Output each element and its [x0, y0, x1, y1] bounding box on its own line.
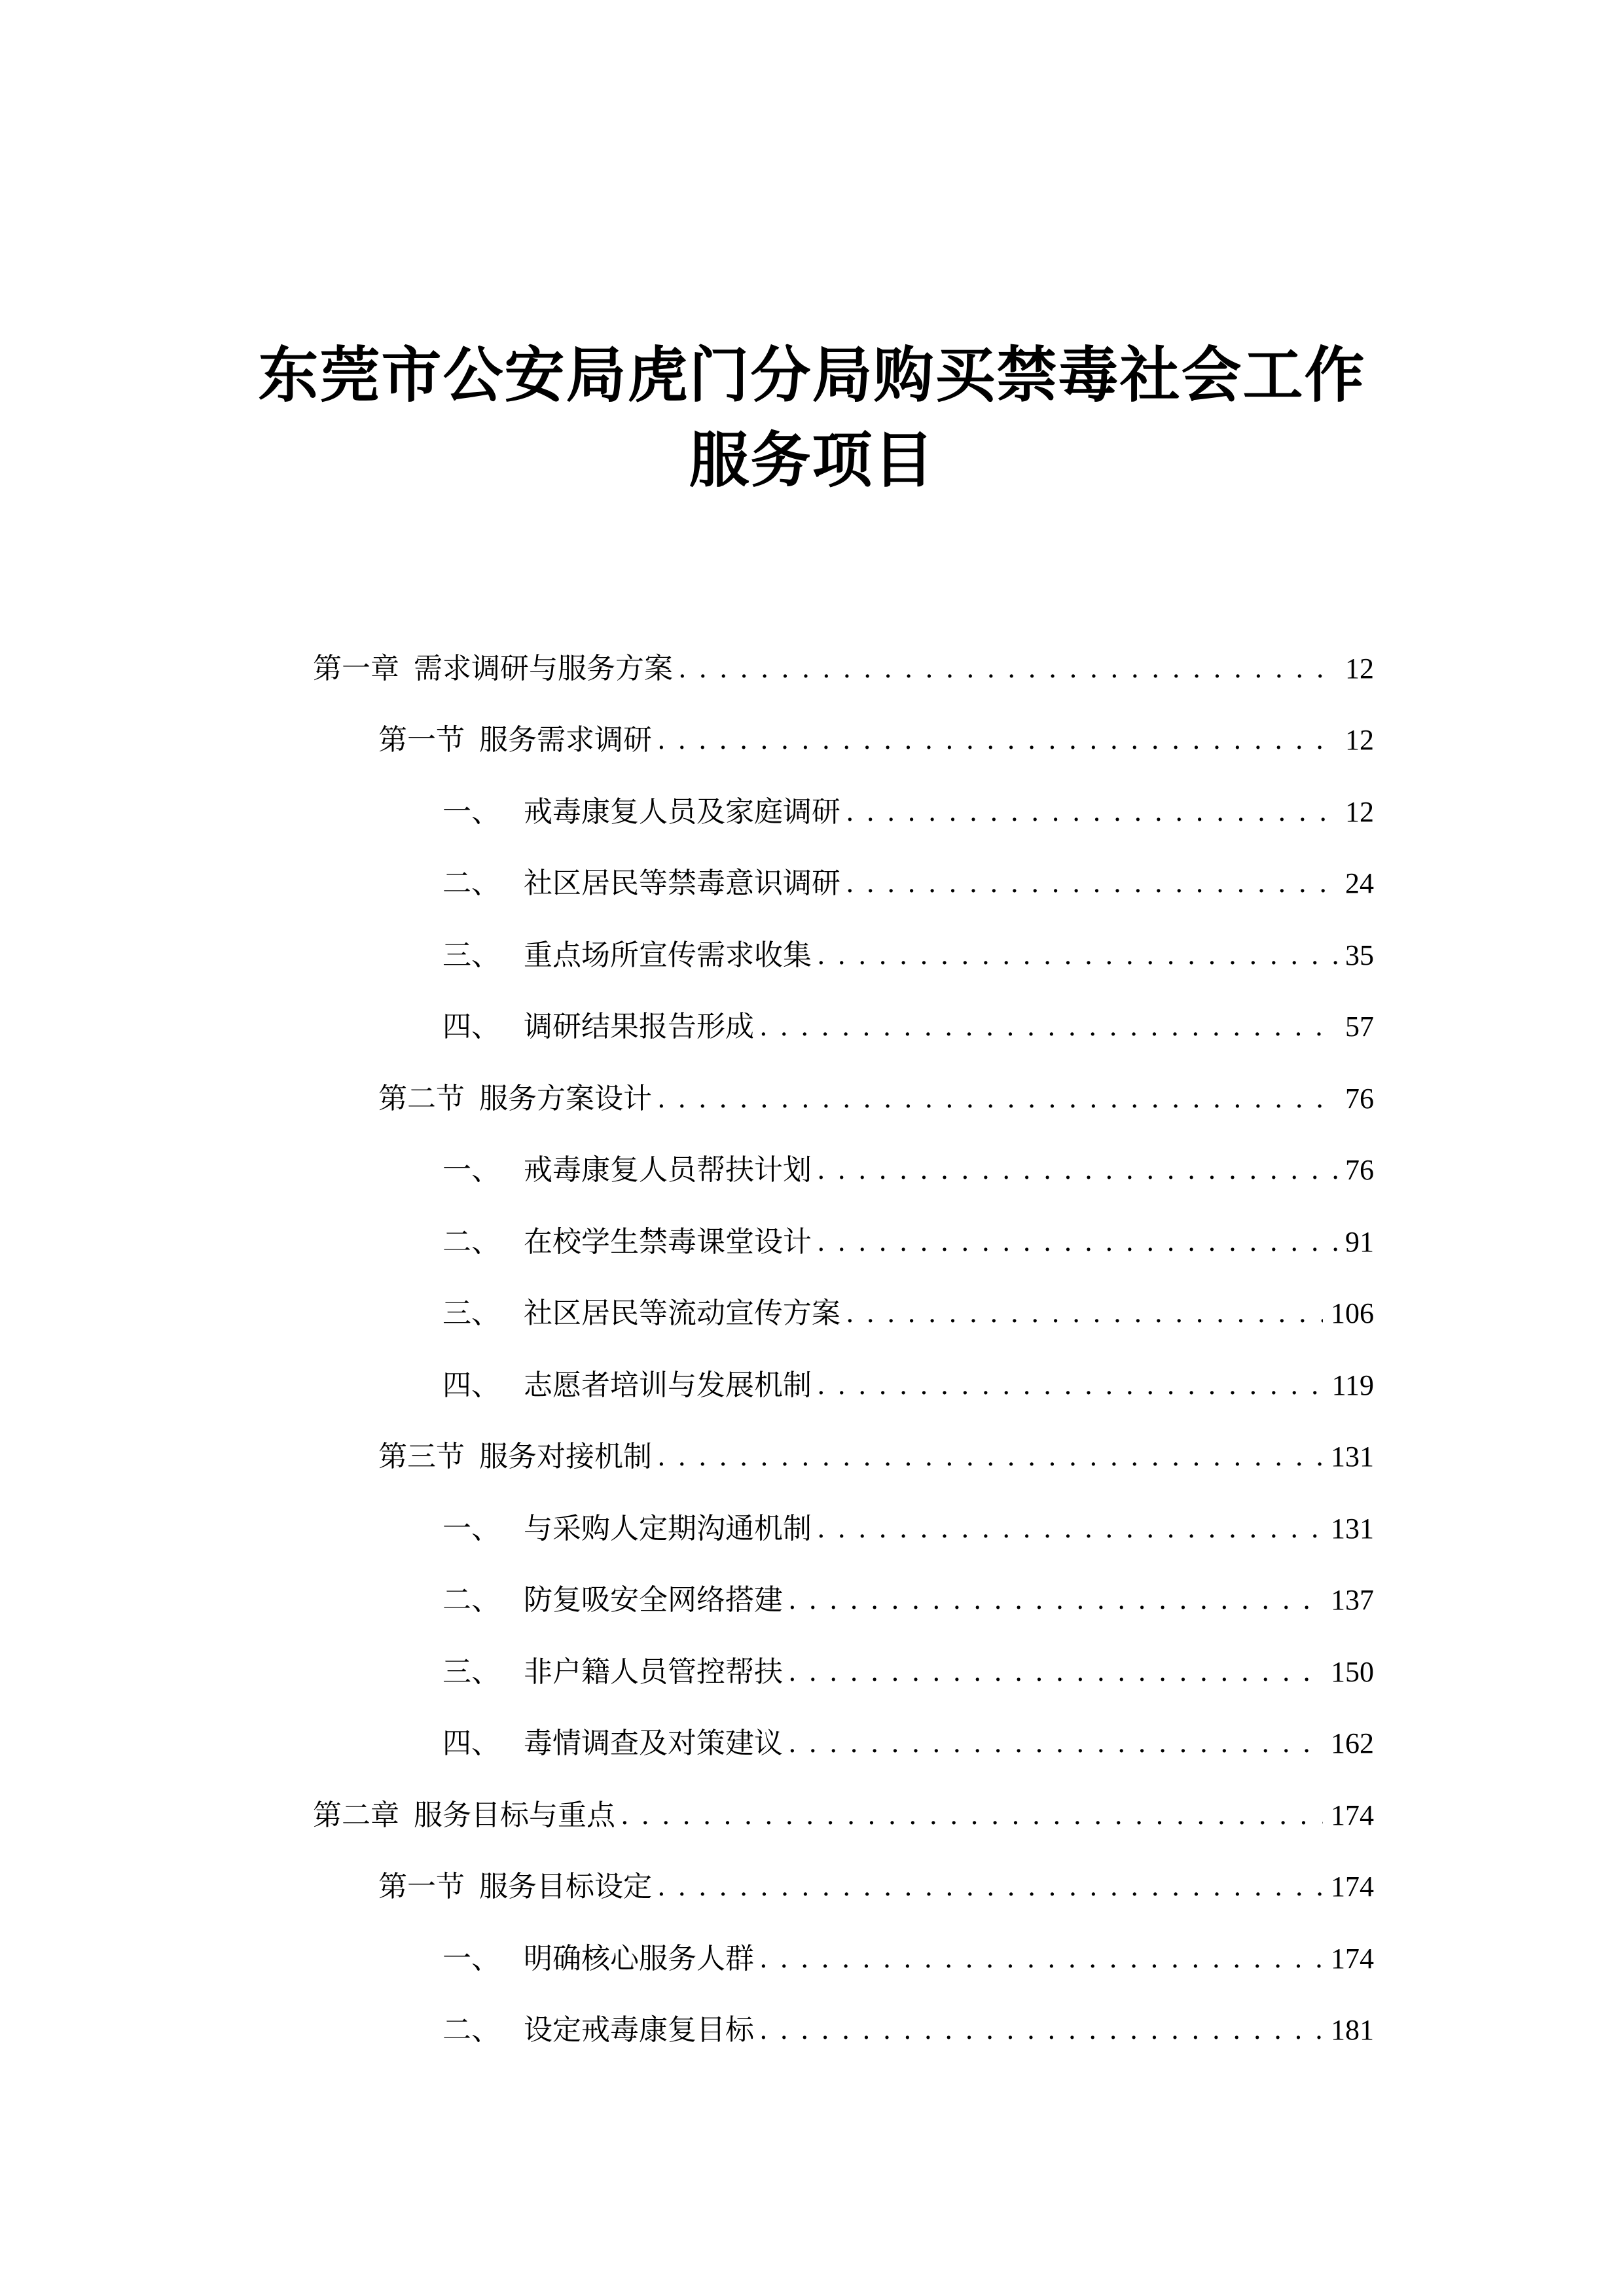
toc-entry-number: 第二章 — [313, 1799, 399, 1832]
toc-entry-title: 服务目标与重点 — [414, 1799, 615, 1832]
toc-entry-number: 三、 — [442, 1297, 500, 1330]
toc-entry-number: 一、 — [442, 1512, 500, 1545]
toc-entry-page: 12 — [1345, 724, 1374, 756]
toc-entry-title: 戒毒康复人员及家庭调研 — [524, 795, 840, 829]
toc-entry-title: 与采购人定期沟通机制 — [524, 1512, 812, 1545]
toc-entry-title: 调研结果报告形成 — [524, 1010, 754, 1043]
toc-entry-page: 12 — [1345, 653, 1374, 685]
toc-entry-number: 一、 — [442, 1942, 500, 1975]
toc-dot-leader — [657, 1437, 1323, 1477]
toc-entry-number: 第一节 — [378, 723, 465, 757]
toc-dot-leader — [817, 1366, 1324, 1405]
toc-entry-page: 57 — [1345, 1011, 1374, 1043]
toc-dot-leader — [817, 1151, 1337, 1190]
toc-dot-leader — [788, 1724, 1323, 1763]
toc-dot-leader — [817, 1223, 1337, 1262]
toc-entry-page: 106 — [1331, 1297, 1374, 1329]
toc-entry-number: 一、 — [442, 795, 500, 829]
toc-entry[interactable] — [442, 1653, 1374, 1692]
toc-entry-number: 一、 — [442, 1153, 500, 1187]
toc-entry-title: 社区居民等流动宣传方案 — [524, 1297, 840, 1330]
toc-entry-number: 三、 — [442, 939, 500, 972]
toc-entry[interactable] — [442, 1939, 1374, 1979]
toc-entry-number: 四、 — [442, 1010, 500, 1043]
toc-entry-title: 戒毒康复人员帮扶计划 — [524, 1153, 812, 1187]
toc-entry-page: 76 — [1345, 1154, 1374, 1186]
toc-dot-leader — [817, 1509, 1323, 1549]
toc-dot-leader — [657, 721, 1337, 760]
toc-entry-number: 二、 — [442, 2013, 500, 2047]
toc-entry-page: 12 — [1345, 796, 1374, 828]
toc-dot-leader — [621, 1796, 1323, 1835]
toc-entry[interactable] — [442, 1366, 1374, 1405]
toc-dot-leader — [759, 1939, 1323, 1979]
toc-entry-title: 服务目标设定 — [479, 1870, 652, 1903]
toc-entry-page: 174 — [1331, 1799, 1374, 1831]
toc-entry-number: 二、 — [442, 1225, 500, 1259]
toc-entry-number: 三、 — [442, 1655, 500, 1689]
toc-entry[interactable] — [442, 1007, 1374, 1047]
toc-entry-page: 119 — [1331, 1369, 1374, 1401]
toc-entry-number: 第二节 — [378, 1082, 465, 1115]
toc-entry[interactable] — [442, 1151, 1374, 1190]
toc-entry-page: 181 — [1331, 2014, 1374, 2046]
toc-entry-title: 重点场所宣传需求收集 — [524, 939, 812, 972]
toc-entry-title: 防复吸安全网络搭建 — [524, 1583, 783, 1617]
toc-entry[interactable] — [378, 1079, 1374, 1119]
toc-entry-page: 162 — [1331, 1727, 1374, 1759]
toc-dot-leader — [759, 2011, 1323, 2050]
toc-entry[interactable] — [442, 793, 1374, 832]
toc-entry-title: 服务方案设计 — [479, 1082, 652, 1115]
toc-entry[interactable] — [378, 1867, 1374, 1907]
toc-dot-leader — [788, 1653, 1323, 1692]
toc-entry-number: 二、 — [442, 867, 500, 900]
toc-entry-number: 二、 — [442, 1583, 500, 1617]
toc-entry-page: 174 — [1331, 1943, 1374, 1975]
toc-entry-page: 76 — [1345, 1083, 1374, 1115]
toc-entry-title: 设定戒毒康复目标 — [524, 2013, 754, 2047]
toc-entry-page: 131 — [1331, 1441, 1374, 1473]
toc-dot-leader — [817, 936, 1337, 975]
toc-entry-page: 35 — [1345, 939, 1374, 971]
toc-entry-title: 在校学生禁毒课堂设计 — [524, 1225, 812, 1259]
toc-entry-title: 服务对接机制 — [479, 1440, 652, 1473]
toc-entry[interactable] — [313, 649, 1374, 689]
toc-entry[interactable] — [442, 1223, 1374, 1262]
toc-entry-number: 第三节 — [378, 1440, 465, 1473]
toc-entry-title: 毒情调查及对策建议 — [524, 1727, 783, 1760]
toc-entry[interactable] — [378, 721, 1374, 760]
toc-dot-leader — [678, 649, 1337, 689]
toc-dot-leader — [759, 1007, 1337, 1047]
toc-entry-number: 四、 — [442, 1727, 500, 1760]
toc-dot-leader — [846, 864, 1337, 903]
toc-entry-title: 服务需求调研 — [479, 723, 652, 757]
toc-dot-leader — [657, 1867, 1323, 1907]
toc-entry-page: 91 — [1345, 1226, 1374, 1258]
toc-entry[interactable] — [442, 1294, 1374, 1333]
toc-entry[interactable] — [313, 1796, 1374, 1835]
toc-entry-title: 需求调研与服务方案 — [414, 652, 673, 685]
toc-entry-page: 137 — [1331, 1584, 1374, 1616]
toc-entry-page: 174 — [1331, 1871, 1374, 1903]
toc-entry[interactable] — [442, 1581, 1374, 1620]
toc-entry-title: 非户籍人员管控帮扶 — [524, 1655, 783, 1689]
toc-entry[interactable] — [442, 864, 1374, 903]
toc-entry-title: 明确核心服务人群 — [524, 1942, 754, 1975]
toc-dot-leader — [846, 793, 1337, 832]
document-title-line-2: 服务项目 — [689, 425, 935, 495]
toc-entry-number: 第一章 — [313, 652, 399, 685]
toc-entry[interactable] — [442, 936, 1374, 975]
toc-entry-page: 24 — [1345, 867, 1374, 899]
toc-dot-leader — [788, 1581, 1323, 1620]
toc-entry[interactable] — [442, 1509, 1374, 1549]
toc-entry-page: 150 — [1331, 1656, 1374, 1688]
toc-entry-title: 社区居民等禁毒意识调研 — [524, 867, 840, 900]
document-title-line-1: 东莞市公安局虎门分局购买禁毒社会工作 — [258, 340, 1366, 410]
toc-entry[interactable] — [442, 2011, 1374, 2050]
toc-dot-leader — [657, 1079, 1337, 1119]
toc-entry-number: 第一节 — [378, 1870, 465, 1903]
toc-entry-page: 131 — [1331, 1513, 1374, 1545]
toc-entry[interactable] — [442, 1724, 1374, 1763]
toc-entry[interactable] — [378, 1437, 1374, 1477]
toc-entry-title: 志愿者培训与发展机制 — [524, 1369, 812, 1402]
toc-entry-number: 四、 — [442, 1369, 500, 1402]
toc-dot-leader — [846, 1294, 1323, 1333]
